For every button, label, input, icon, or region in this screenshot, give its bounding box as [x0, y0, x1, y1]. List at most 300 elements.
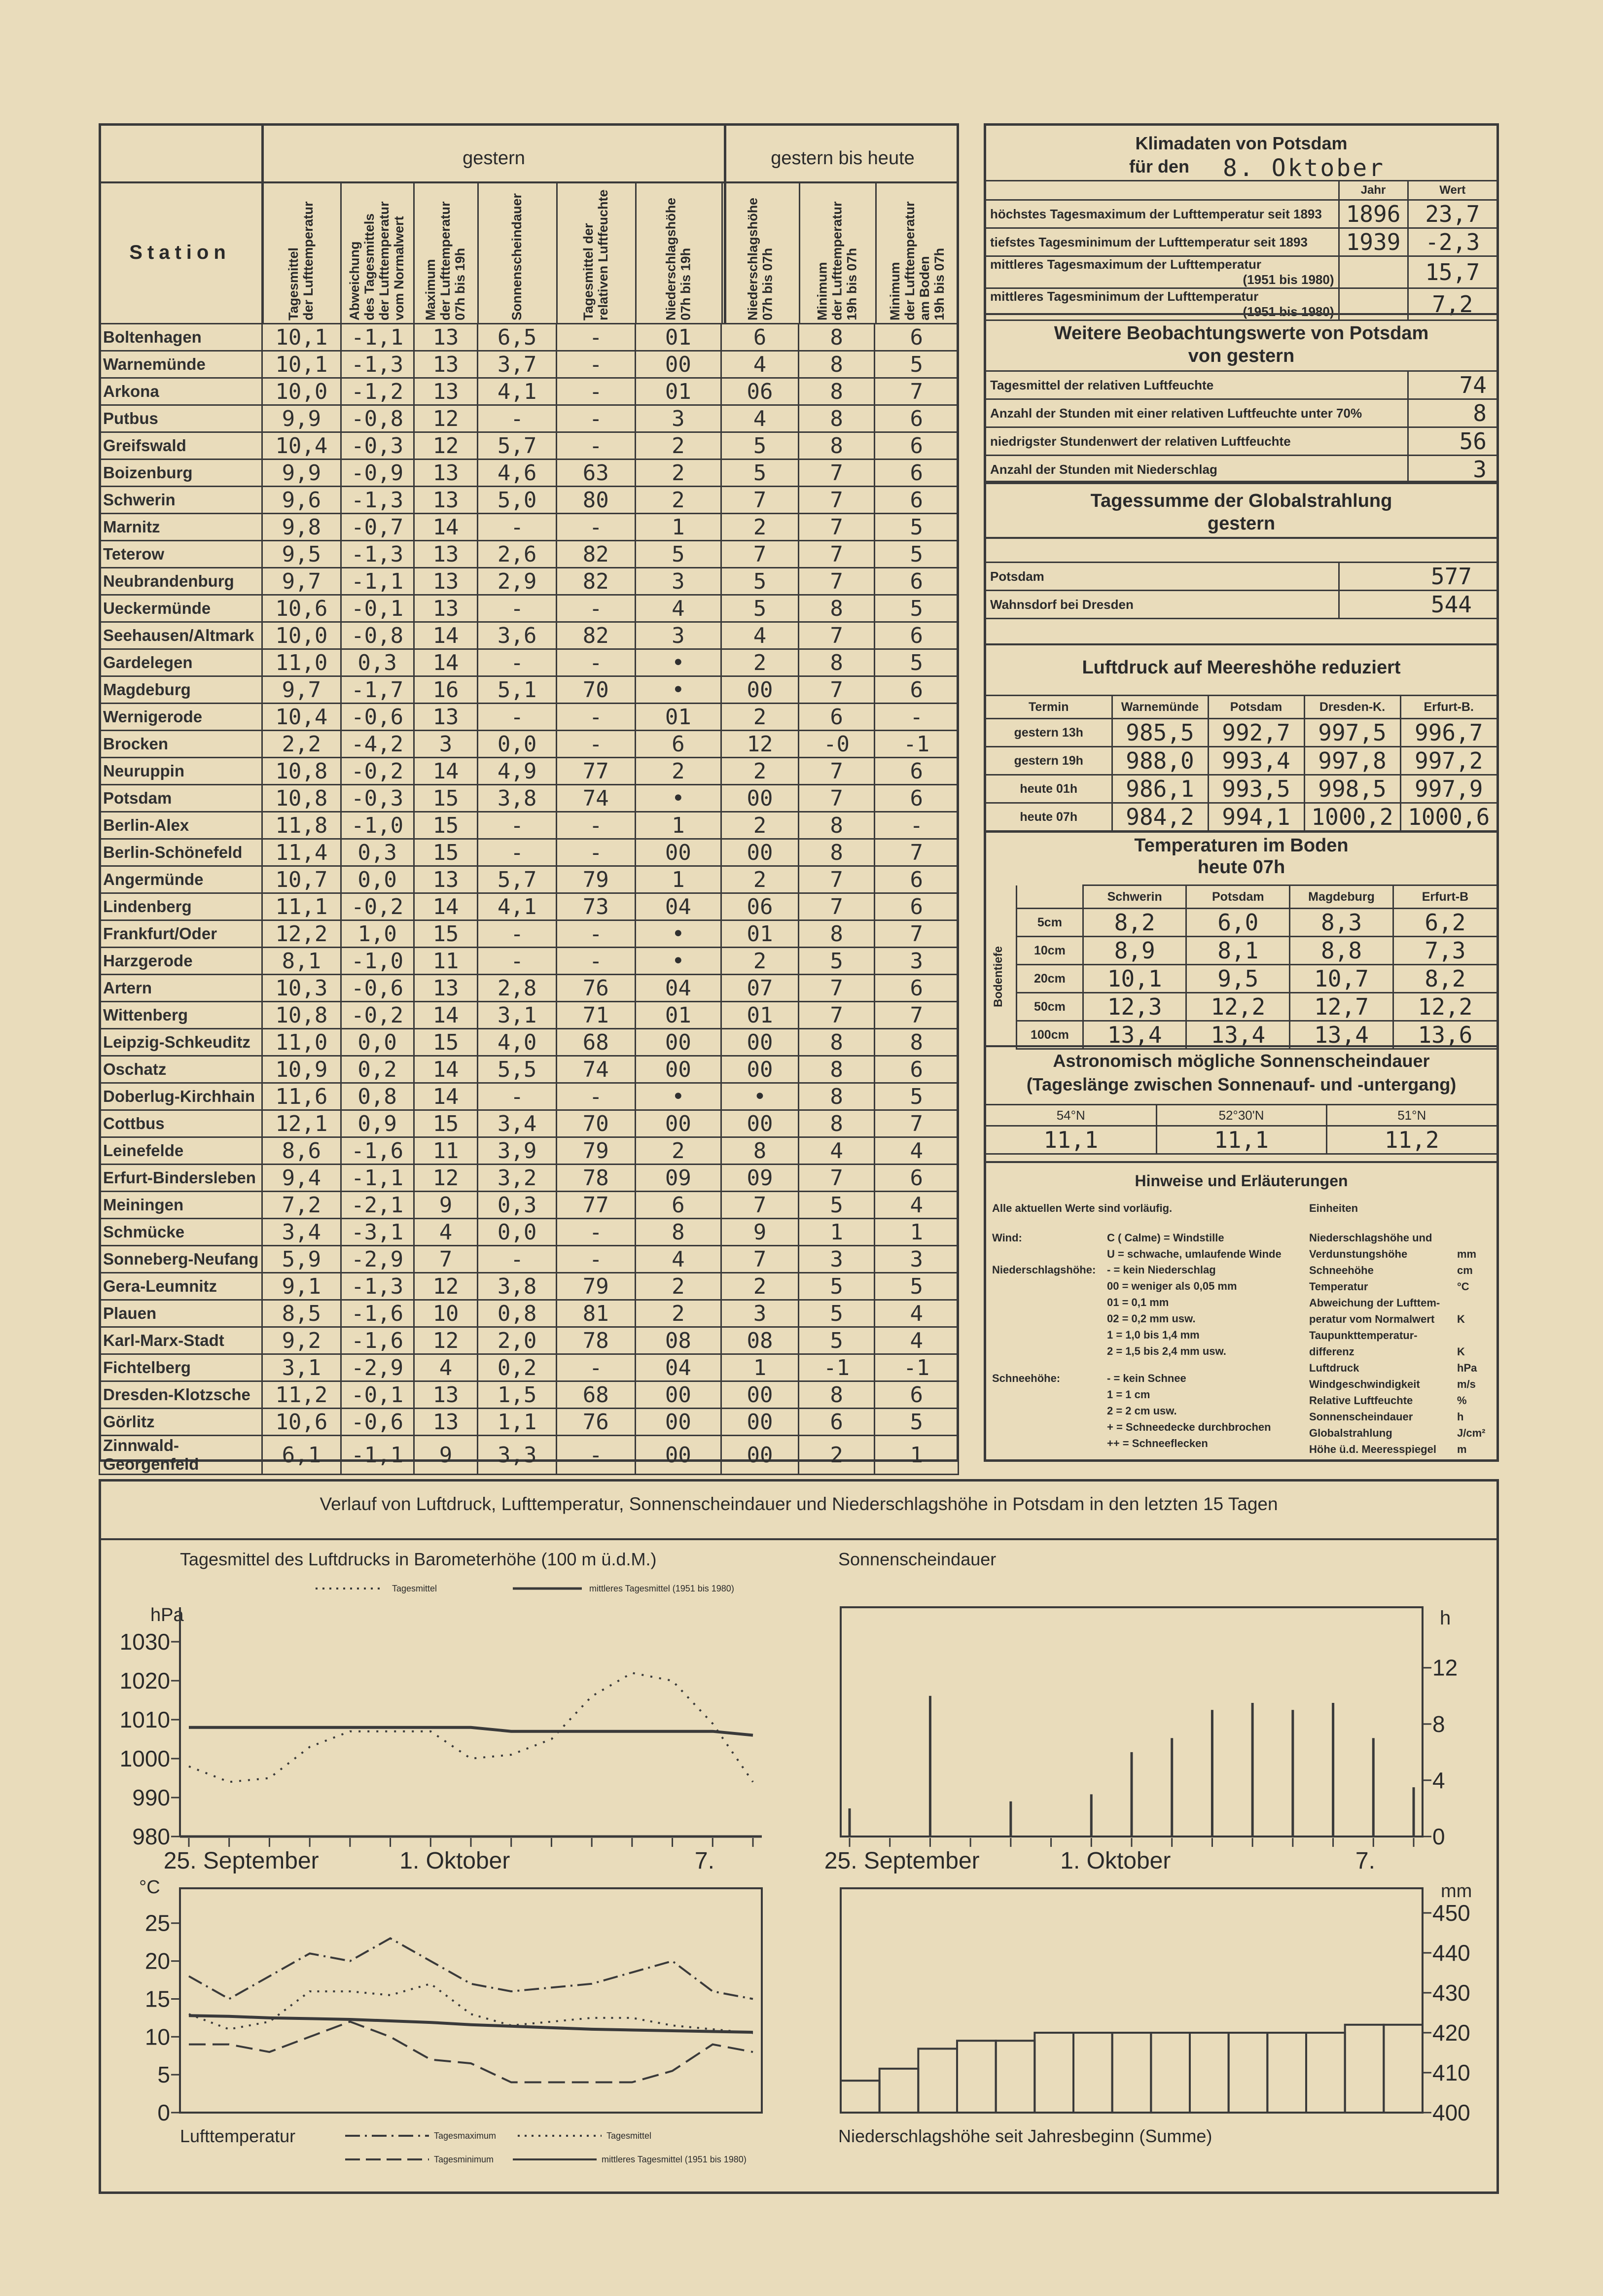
station-value: 2,8: [478, 975, 557, 1002]
station-value: -: [875, 812, 959, 839]
temp-normal-line: [189, 2015, 753, 2032]
station-value: 4,1: [478, 378, 557, 405]
station-value: 6: [875, 487, 959, 514]
station-value: 2: [721, 514, 799, 541]
further-value: 8: [1408, 399, 1496, 427]
station-value: 07: [721, 975, 799, 1002]
station-value: 74: [557, 1056, 636, 1083]
station-value: -: [557, 432, 636, 459]
legend-normal-label: mittleres Tagesmittel (1951 bis 1980): [589, 1584, 734, 1593]
unit-quantity: Höhe ü.d. Meeresspiegel: [1309, 1443, 1436, 1455]
soil-side-label: Bodentiefe: [992, 946, 1005, 1008]
y-tick-label: 1010: [119, 1707, 170, 1732]
station-value: 10,8: [262, 785, 341, 812]
station-value: 7: [875, 920, 959, 948]
station-name: Wittenberg: [100, 1002, 262, 1029]
station-value: 8: [798, 920, 875, 948]
station-value: 00: [721, 1381, 799, 1409]
station-value: 7: [798, 1165, 875, 1192]
soil-value: 8,8: [1290, 937, 1393, 965]
station-value: 6: [875, 622, 959, 649]
station-value: 00: [635, 1056, 721, 1083]
station-value: 8: [798, 812, 875, 839]
station-value: 7: [798, 785, 875, 812]
climate-value-header: Wert: [1408, 181, 1496, 200]
soil-value: 12,2: [1186, 993, 1290, 1021]
x-tick-label: 25. September: [824, 1848, 980, 1874]
note-line: 00 = weniger als 0,05 mm: [1107, 1280, 1237, 1292]
climate-label-text: mittleres Tagesmaximum der Lufttemperatur: [990, 257, 1261, 272]
station-value: 11: [414, 948, 478, 975]
climate-label-text: höchstes Tagesmaximum der Lufttemperatur seit 1893: [990, 206, 1322, 221]
pressure-term: gestern 19h: [986, 747, 1112, 775]
station-value: -: [557, 1354, 636, 1381]
station-value: 7: [798, 622, 875, 649]
temp-chart-frame: [180, 1888, 762, 2113]
further-value: 56: [1408, 427, 1496, 456]
station-value: 5: [635, 541, 721, 568]
soil-value: 13,6: [1393, 1021, 1496, 1049]
station-value: 63: [557, 459, 636, 487]
station-value: 9: [414, 1436, 478, 1475]
station-value: 8: [798, 1110, 875, 1137]
station-value: 68: [557, 1381, 636, 1409]
station-value: 0,9: [341, 1110, 414, 1137]
precip-bar: [1306, 2033, 1345, 2113]
station-value: 7: [875, 839, 959, 866]
y-tick-label: 0: [157, 2100, 170, 2125]
station-value: -1,3: [341, 487, 414, 514]
station-value: 2: [635, 1300, 721, 1327]
station-value: 7: [798, 568, 875, 595]
station-name: Fichtelberg: [100, 1354, 262, 1381]
station-value: 3,4: [478, 1110, 557, 1137]
station-value: -0,2: [341, 1002, 414, 1029]
radiation-label: Wahnsdorf bei Dresden: [986, 591, 1339, 619]
pressure-value: 998,5: [1304, 775, 1400, 803]
station-value: 0,3: [341, 649, 414, 676]
station-value: 7: [798, 459, 875, 487]
station-value: 6: [875, 676, 959, 704]
station-value: -0,3: [341, 785, 414, 812]
station-value: 5: [875, 351, 959, 378]
station-value: 80: [557, 487, 636, 514]
station-value: 0,0: [341, 866, 414, 893]
station-value: -: [478, 405, 557, 432]
soil-value: 9,5: [1186, 965, 1290, 993]
station-value: 6: [875, 1165, 959, 1192]
station-value: 6: [875, 1381, 959, 1409]
station-value: 1: [875, 1436, 959, 1475]
note-line: 1 = 1 cm: [1107, 1388, 1150, 1401]
precip-bar: [918, 2049, 957, 2113]
unit-quantity: Temperatur: [1309, 1280, 1368, 1293]
station-value: 4: [635, 1246, 721, 1273]
station-value: 3,1: [478, 1002, 557, 1029]
station-value: 8: [798, 432, 875, 459]
station-value: 79: [557, 1137, 636, 1165]
station-value: 13: [414, 1381, 478, 1409]
station-value: 6: [875, 405, 959, 432]
y-tick-label: 980: [132, 1824, 170, 1849]
station-value: •: [635, 676, 721, 704]
station-value: 2: [721, 866, 799, 893]
station-value: 9,7: [262, 676, 341, 704]
station-value: 0,8: [341, 1083, 414, 1110]
station-value: 82: [557, 541, 636, 568]
station-value: -: [557, 812, 636, 839]
station-value: 77: [557, 758, 636, 785]
station-value: -0,9: [341, 459, 414, 487]
station-value: 10,9: [262, 1056, 341, 1083]
further-value: 3: [1408, 456, 1496, 484]
station-value: 3,4: [262, 1219, 341, 1246]
station-value: 13: [414, 487, 478, 514]
station-value: -: [557, 731, 636, 758]
station-value: -1,2: [341, 378, 414, 405]
station-value: 5: [875, 595, 959, 622]
station-value: 10,8: [262, 1002, 341, 1029]
station-value: 8: [798, 1056, 875, 1083]
station-value: 13: [414, 351, 478, 378]
station-name: Wernigerode: [100, 704, 262, 731]
station-value: -: [478, 839, 557, 866]
precip-bar: [1267, 2033, 1306, 2113]
station-value: 3,1: [262, 1354, 341, 1381]
station-value: 00: [635, 351, 721, 378]
station-value: 7: [798, 758, 875, 785]
climate-value: -2,3: [1408, 228, 1496, 256]
station-value: -3,1: [341, 1219, 414, 1246]
soil-value: 12,3: [1083, 993, 1186, 1021]
station-value: -1,1: [341, 1436, 414, 1475]
station-value: 01: [721, 1002, 799, 1029]
unit-symbol: K: [1457, 1313, 1465, 1325]
station-value: 09: [635, 1165, 721, 1192]
pressure-value: 997,2: [1400, 747, 1496, 775]
precip-bar: [1112, 2033, 1151, 2113]
station-value: 7: [875, 1110, 959, 1137]
station-value: 10,0: [262, 622, 341, 649]
station-value: 3,8: [478, 785, 557, 812]
station-name: Cottbus: [100, 1110, 262, 1137]
station-value: 10,0: [262, 378, 341, 405]
y-tick-label: 25: [144, 1910, 170, 1936]
station-value: 5: [721, 459, 799, 487]
station-value: -: [478, 1083, 557, 1110]
unit-quantity: Taupunkttemperatur-: [1309, 1329, 1418, 1342]
station-name: Karl-Marx-Stadt: [100, 1327, 262, 1354]
precip-bar: [1229, 2033, 1268, 2113]
soil-value: 6,2: [1393, 909, 1496, 937]
station-value: 11,0: [262, 1029, 341, 1056]
station-value: 00: [635, 839, 721, 866]
station-value: 2: [721, 812, 799, 839]
station-value: -2,9: [341, 1354, 414, 1381]
further-label: niedrigster Stundenwert der relativen Luftfeuchte: [986, 427, 1408, 456]
station-value: 5: [875, 649, 959, 676]
radiation-value: 544: [1339, 591, 1496, 619]
station-value: -1,1: [341, 568, 414, 595]
y-tick-label: 8: [1432, 1711, 1445, 1737]
station-value: 00: [721, 676, 799, 704]
group-bis-heute-label: gestern bis heute: [771, 148, 915, 169]
station-value: 13: [414, 459, 478, 487]
station-value: 12,1: [262, 1110, 341, 1137]
station-value: -: [478, 649, 557, 676]
y-tick-label: 400: [1432, 2100, 1470, 2125]
station-value: 78: [557, 1327, 636, 1354]
station-value: 10: [414, 1300, 478, 1327]
station-value: 0,0: [341, 1029, 414, 1056]
temp-chart-unit: °C: [139, 1877, 160, 1898]
unit-quantity: Abweichung der Lufttem-: [1309, 1297, 1440, 1309]
station-name: Gardelegen: [100, 649, 262, 676]
station-value: -: [478, 920, 557, 948]
station-value: 14: [414, 649, 478, 676]
unit-symbol: m: [1457, 1443, 1467, 1455]
station-value: 00: [721, 1056, 799, 1083]
station-name: Schmücke: [100, 1219, 262, 1246]
station-value: 2: [635, 758, 721, 785]
station-value: -: [557, 405, 636, 432]
station-value: 70: [557, 1110, 636, 1137]
soil-value: 10,1: [1083, 965, 1186, 993]
station-value: -0,8: [341, 405, 414, 432]
station-value: 6: [798, 704, 875, 731]
pressure-value: 984,2: [1112, 803, 1208, 831]
station-value: 8: [798, 1381, 875, 1409]
station-value: 4: [414, 1219, 478, 1246]
station-value: -: [478, 948, 557, 975]
station-name: Marnitz: [100, 514, 262, 541]
note-line: - = kein Schnee: [1107, 1372, 1186, 1384]
note-line: 2 = 1,5 bis 2,4 mm usw.: [1107, 1345, 1226, 1357]
station-value: 9,9: [262, 459, 341, 487]
astro-value: 11,2: [1326, 1126, 1496, 1154]
unit-quantity: Niederschlagshöhe und: [1309, 1232, 1432, 1244]
station-name: Boltenhagen: [100, 324, 262, 351]
station-value: 2,6: [478, 541, 557, 568]
station-value: •: [721, 1083, 799, 1110]
unit-quantity: differenz: [1309, 1345, 1354, 1358]
station-value: 8: [798, 839, 875, 866]
climate-year-header: Jahr: [1339, 181, 1408, 200]
station-value: 0,0: [478, 731, 557, 758]
pressure-header: Erfurt-B.: [1400, 696, 1496, 719]
soil-depth: 10cm: [1017, 937, 1083, 965]
station-value: 14: [414, 622, 478, 649]
station-value: 01: [721, 920, 799, 948]
climate-date-prefix: für den: [1129, 156, 1189, 177]
precip-bar: [1034, 2033, 1073, 2113]
astro-value: 11,1: [986, 1126, 1156, 1154]
pressure-value: 997,5: [1304, 719, 1400, 747]
station-value: •: [635, 1083, 721, 1110]
station-value: -1,7: [341, 676, 414, 704]
pressure-chart-title: Tagesmittel des Luftdrucks in Barometerhöhe (100 m ü.d.M.): [180, 1549, 657, 1569]
station-value: 76: [557, 975, 636, 1002]
station-value: -2,9: [341, 1246, 414, 1273]
station-value: 8: [798, 649, 875, 676]
station-value: 4,6: [478, 459, 557, 487]
station-value: -0,6: [341, 1409, 414, 1436]
y-tick-label: 420: [1432, 2020, 1470, 2046]
station-value: 9,8: [262, 514, 341, 541]
column-header: Abweichung des Tagesmittels der Lufttemperatur vom Normalwert: [347, 201, 406, 320]
station-value: 00: [721, 1409, 799, 1436]
station-value: 01: [635, 1002, 721, 1029]
station-value: 00: [635, 1436, 721, 1475]
station-value: 7: [798, 1002, 875, 1029]
pressure-term: gestern 13h: [986, 719, 1112, 747]
station-name: Teterow: [100, 541, 262, 568]
station-name: Magdeburg: [100, 676, 262, 704]
unit-symbol: m/s: [1457, 1378, 1476, 1390]
pressure-value: 985,5: [1112, 719, 1208, 747]
station-value: 7: [721, 1192, 799, 1219]
note-line: 02 = 0,2 mm usw.: [1107, 1312, 1196, 1325]
station-value: 8: [798, 378, 875, 405]
astro-header: 52°30'N: [1156, 1105, 1326, 1126]
station-value: -: [557, 1083, 636, 1110]
station-value: 5: [798, 1327, 875, 1354]
station-value: 5: [798, 948, 875, 975]
station-value: 4: [875, 1300, 959, 1327]
station-value: 4: [635, 595, 721, 622]
y-tick-label: 12: [1432, 1655, 1458, 1681]
unit-symbol: cm: [1457, 1264, 1473, 1276]
station-name: Schwerin: [100, 487, 262, 514]
station-value: -: [557, 324, 636, 351]
station-value: 0,8: [478, 1300, 557, 1327]
station-value: -: [557, 378, 636, 405]
climate-year: 1939: [1339, 228, 1408, 256]
station-value: 71: [557, 1002, 636, 1029]
station-value: 10,1: [262, 324, 341, 351]
pressure-value: 988,0: [1112, 747, 1208, 775]
station-value: 1,1: [478, 1409, 557, 1436]
station-value: 11,6: [262, 1083, 341, 1110]
station-value: 6: [875, 324, 959, 351]
station-value: 79: [557, 866, 636, 893]
column-header: Minimum der Lufttemperatur 19h bis 07h: [815, 201, 859, 320]
climate-period: (1951 bis 1980): [1243, 304, 1334, 319]
temp-legend-label: Tagesminimum: [434, 2155, 494, 2164]
station-value: 6: [875, 758, 959, 785]
station-value: 2: [635, 432, 721, 459]
station-value: 11,8: [262, 812, 341, 839]
station-value: 0,3: [478, 1192, 557, 1219]
station-value: -0: [798, 731, 875, 758]
station-value: 9,6: [262, 487, 341, 514]
station-value: 82: [557, 568, 636, 595]
station-value: 8: [798, 324, 875, 351]
station-value: 8: [798, 1029, 875, 1056]
station-value: 0,2: [341, 1056, 414, 1083]
station-name: Erfurt-Bindersleben: [100, 1165, 262, 1192]
climate-label-text: tiefstes Tagesminimum der Lufttemperatur seit 1893: [990, 234, 1308, 249]
station-name: Neuruppin: [100, 758, 262, 785]
note-line: U = schwache, umlaufende Winde: [1107, 1248, 1282, 1260]
further-title: Weitere Beobachtungswerte von Potsdam von gestern: [1054, 323, 1429, 366]
note-line: ++ = Schneeflecken: [1107, 1437, 1208, 1449]
station-value: 5: [798, 1300, 875, 1327]
notes-title: Hinweise und Erläuterungen: [1135, 1172, 1348, 1190]
station-value: 13: [414, 1409, 478, 1436]
station-value: 9,7: [262, 568, 341, 595]
station-value: -: [478, 812, 557, 839]
station-value: 13: [414, 378, 478, 405]
station-value: 13: [414, 975, 478, 1002]
station-value: 15: [414, 812, 478, 839]
station-value: 5,7: [478, 432, 557, 459]
station-value: -: [478, 1246, 557, 1273]
station-name: Putbus: [100, 405, 262, 432]
station-value: -: [557, 1246, 636, 1273]
climate-value: 7,2: [1408, 288, 1496, 320]
sun-chart-title: Sonnenscheindauer: [838, 1549, 997, 1569]
column-header: Tagesmittel der relativen Luftfeuchte: [581, 189, 610, 320]
station-value: -: [557, 1219, 636, 1246]
unit-symbol: hPa: [1457, 1362, 1477, 1374]
station-value: 3,9: [478, 1137, 557, 1165]
precip-bar: [957, 2041, 996, 2113]
station-value: -: [478, 514, 557, 541]
station-value: 3: [798, 1246, 875, 1273]
station-value: 15: [414, 839, 478, 866]
station-value: 14: [414, 1056, 478, 1083]
station-name: Neubrandenburg: [100, 568, 262, 595]
station-value: 7: [875, 378, 959, 405]
column-header: Niederschlagshöhe 07h bis 19h: [663, 197, 693, 320]
station-value: -1: [875, 1354, 959, 1381]
station-value: 00: [635, 1381, 721, 1409]
station-value: 1,0: [341, 920, 414, 948]
soil-value: 7,3: [1393, 937, 1496, 965]
station-value: -4,2: [341, 731, 414, 758]
pressure-value: 993,5: [1208, 775, 1304, 803]
station-value: 01: [635, 378, 721, 405]
astro-title: Astronomisch mögliche Sonnenscheindauer (Tageslänge zwischen Sonnenauf- und -untergang): [1026, 1051, 1457, 1095]
y-tick-label: 990: [132, 1785, 170, 1810]
station-value: -0,2: [341, 893, 414, 920]
station-value: -: [557, 351, 636, 378]
station-value: 11,0: [262, 649, 341, 676]
station-value: 8: [798, 351, 875, 378]
station-value: 3: [635, 622, 721, 649]
station-value: 15: [414, 785, 478, 812]
station-name: Plauen: [100, 1300, 262, 1327]
station-value: 2,9: [478, 568, 557, 595]
station-value: 4,0: [478, 1029, 557, 1056]
unit-quantity: Sonnenscheindauer: [1309, 1411, 1413, 1423]
station-value: 1: [875, 1219, 959, 1246]
station-name: Berlin-Schönefeld: [100, 839, 262, 866]
column-header: Minimum der Lufttemperatur am Boden 19h bis 07h: [888, 201, 947, 320]
y-tick-label: 1020: [119, 1668, 170, 1694]
station-name: Boizenburg: [100, 459, 262, 487]
astro-value: 11,1: [1156, 1126, 1326, 1154]
precip-chart-title: Niederschlagshöhe seit Jahresbeginn (Summe): [838, 2126, 1212, 2146]
sun-chart-unit: h: [1440, 1607, 1451, 1629]
station-value: 4: [721, 405, 799, 432]
station-value: -: [557, 839, 636, 866]
pressure-value: 996,7: [1400, 719, 1496, 747]
y-tick-label: 450: [1432, 1900, 1470, 1926]
station-value: 7: [798, 676, 875, 704]
station-value: 1,5: [478, 1381, 557, 1409]
